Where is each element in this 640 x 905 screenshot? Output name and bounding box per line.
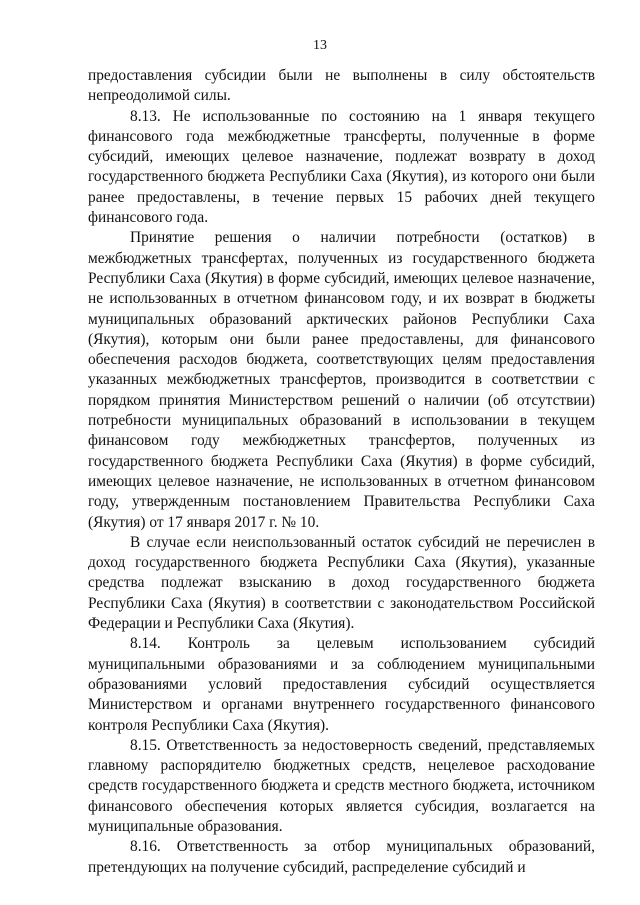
paragraph-decision-on-balances: Принятие решения о наличии потребности (остатков) в межбюджетных трансфертах, полученных из государственного бюджета Республики Саха (Якутия) в форме субсидий, имеющих целевое назначение, не использованных в отчетном финансовом году, и их возврат в бюджеты муниципальных образований арктических районов Республики Саха (Якутия), которым они были ранее предоставлены, для финансового обеспечения расходов бюджета, соответствующих целям предоставления указанных межбюджетных трансфертов, производится в соответствии с порядком принятия Министерством решений о наличии (об отсутствии) потребности муниципальных образований в использовании в текущем финансовом году межбюджетных трансфертов, полученных из государственного бюджета Республики Саха (Якутия) в форме субсидий, имеющих целевое назначение, не использованных в отчетном финансовом году, утвержденным постановлением Правительства Республики Саха (Якутия) от 17 января 2017 г. № 10. xyxy=(88,229,595,531)
paragraph-8-16: 8.16. Ответственность за отбор муниципальных образований, претендующих на получение субсидий, распределение субсидий и xyxy=(88,838,595,876)
paragraph-8-13: 8.13. Не использованные по состоянию на 1 января текущего финансового года межбюджетные трансферты, полученные в форме субсидий, имеющих целевое назначение, подлежат возврату в доход государственного бюджета Республики Саха (Якутия), из которого они были ранее предоставлены, в течение первых 15 рабочих дней текущего финансового года. xyxy=(88,107,595,227)
page-number: 13 xyxy=(313,38,327,53)
paragraph-8-15: 8.15. Ответственность за недостоверность сведений, представляемых главному распорядителю бюджетных средств, нецелевое расходование средств государственного бюджета и средств местного бюджета, источником финансового обеспечения которых является субсидия, возлагается на муниципальные образования. xyxy=(88,736,595,835)
paragraph-8-14: 8.14. Контроль за целевым использованием субсидий муниципальными образованиями и за соблюдением муниципальными образованиями условий предоставления субсидий осуществляется Министерством и органами внутреннего государственного финансового контроля Республики Саха (Якутия). xyxy=(88,635,595,734)
paragraph-recovery: В случае если неиспользованный остаток субсидий не перечислен в доход государственного бюджета Республики Саха (Якутия), указанные средства подлежат взысканию в доход государственного бюджета Республики Саха (Якутия) в соответствии с законодательством Российской Федерации и Республики Саха (Якутия). xyxy=(88,533,595,633)
paragraph-continuation: предоставления субсидии были не выполнены в силу обстоятельств непреодолимой силы. xyxy=(88,67,595,105)
document-body xyxy=(88,66,595,878)
